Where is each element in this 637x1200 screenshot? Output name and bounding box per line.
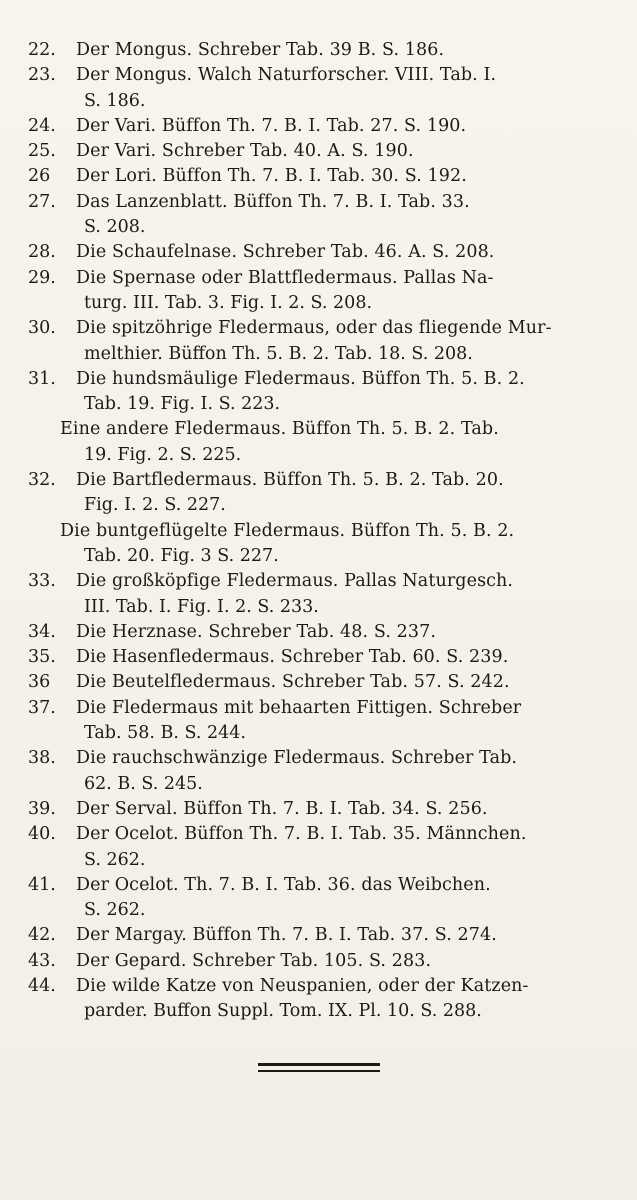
- entry-number: 37.: [28, 697, 56, 718]
- entry-text: Die Schaufelnase. Schreber Tab. 46. A. S. 208.: [76, 242, 495, 263]
- entry-text: Der Vari. Schreber Tab. 40. A. S. 190.: [76, 141, 414, 162]
- entry-number: 28.: [28, 242, 56, 263]
- list-entry: [28, 974, 608, 1025]
- list-entry: [28, 949, 608, 974]
- entry-continuation: 62. B. S. 245.: [84, 773, 203, 794]
- entry-continuation: turg. III. Tab. 3. Fig. I. 2. S. 208.: [84, 292, 373, 313]
- entry-text: Die buntgeflügelte Fledermaus. Büffon Th. 5. B. 2.: [60, 520, 515, 541]
- entry-text: Die Beutelfledermaus. Schreber Tab. 57. S. 242.: [76, 672, 510, 693]
- list-entry: [28, 746, 608, 797]
- entry-text: Die Herznase. Schreber Tab. 48. S. 237.: [76, 621, 437, 642]
- entry-number: 38.: [28, 748, 56, 769]
- entry-continuation: S. 262.: [84, 849, 146, 870]
- entry-number: 30.: [28, 318, 56, 339]
- entry-number: 25.: [28, 141, 56, 162]
- list-entry: [28, 417, 608, 468]
- entry-text: Der Vari. Büffon Th. 7. B. I. Tab. 27. S. 190.: [76, 115, 467, 136]
- entry-text: Der Lori. Büffon Th. 7. B. I. Tab. 30. S. 192.: [76, 166, 467, 187]
- list-entry: [28, 923, 608, 948]
- list-entry: [28, 797, 608, 822]
- entry-number: 29.: [28, 267, 56, 288]
- list-entry: [28, 240, 608, 265]
- entry-text: Die wilde Katze von Neuspanien, oder der Katzen-: [76, 975, 529, 996]
- entry-text: Die großköpfige Fledermaus. Pallas Naturgesch.: [76, 571, 514, 592]
- entry-text: Der Margay. Büffon Th. 7. B. I. Tab. 37. S. 274.: [76, 925, 497, 946]
- entry-text: Die Fledermaus mit behaarten Fittigen. Schreber: [76, 697, 522, 718]
- entry-number: 35.: [28, 647, 56, 668]
- entry-continuation: parder. Buffon Suppl. Tom. IX. Pl. 10. S. 288.: [84, 1001, 482, 1022]
- list-entry: [28, 38, 608, 63]
- list-entry: [28, 645, 608, 670]
- entry-number: 41.: [28, 874, 56, 895]
- entry-number: 40.: [28, 824, 56, 845]
- entry-continuation: Tab. 58. B. S. 244.: [84, 723, 246, 744]
- entry-continuation: S. 208.: [84, 217, 146, 238]
- list-entry: [28, 519, 608, 570]
- entry-continuation: III. Tab. I. Fig. I. 2. S. 233.: [84, 596, 319, 617]
- entry-number: 43.: [28, 950, 56, 971]
- end-rule: [258, 1063, 380, 1066]
- entry-text: Der Mongus. Schreber Tab. 39 B. S. 186.: [76, 40, 445, 60]
- entry-text: Die spitzöhrige Fledermaus, oder das fliegende Mur-: [76, 318, 552, 339]
- entry-number: 26: [28, 166, 51, 187]
- list-entry: [28, 164, 608, 189]
- list-entry: [28, 696, 608, 747]
- entry-continuation: 19. Fig. 2. S. 225.: [84, 444, 242, 465]
- entry-text: Eine andere Fledermaus. Büffon Th. 5. B. 2. Tab.: [60, 419, 499, 440]
- entry-number: 22.: [28, 40, 56, 60]
- list-entry: [28, 822, 608, 873]
- entry-continuation: Fig. I. 2. S. 227.: [84, 495, 226, 516]
- entry-number: 39.: [28, 798, 56, 819]
- list-entry: [28, 63, 608, 114]
- entry-number: 42.: [28, 925, 56, 946]
- list-entry: [28, 139, 608, 164]
- list-entry: [28, 316, 608, 367]
- entry-number: 31.: [28, 368, 56, 389]
- entry-continuation: Tab. 20. Fig. 3 S. 227.: [84, 545, 279, 566]
- entry-number: 44.: [28, 975, 56, 996]
- entry-number: 32.: [28, 470, 56, 491]
- entry-number: 34.: [28, 621, 56, 642]
- entry-number: 36: [28, 672, 51, 693]
- list-entry: [28, 190, 608, 241]
- entry-text: Der Mongus. Walch Naturforscher. VIII. Tab. I.: [76, 65, 497, 86]
- entry-text: Der Ocelot. Th. 7. B. I. Tab. 36. das Weibchen.: [76, 874, 491, 895]
- plate-list: [28, 38, 608, 1025]
- list-entry: [28, 873, 608, 924]
- entry-text: Die hundsmäulige Fledermaus. Büffon Th. 5. B. 2.: [76, 368, 525, 389]
- list-entry: [28, 670, 608, 695]
- entry-continuation: S. 186.: [84, 90, 146, 111]
- entry-number: 27.: [28, 191, 56, 212]
- entry-text: Der Ocelot. Büffon Th. 7. B. I. Tab. 35. Männchen.: [76, 824, 527, 845]
- entry-text: Die rauchschwänzige Fledermaus. Schreber Tab.: [76, 748, 518, 769]
- list-entry: [28, 266, 608, 317]
- entry-number: 33.: [28, 571, 56, 592]
- entry-text: Der Serval. Büffon Th. 7. B. I. Tab. 34. S. 256.: [76, 798, 488, 819]
- entry-continuation: S. 262.: [84, 900, 146, 921]
- list-entry: [28, 114, 608, 139]
- entry-number: 23.: [28, 65, 56, 86]
- entry-text: Die Spernase oder Blattfledermaus. Pallas Na-: [76, 267, 494, 288]
- entry-text: Die Hasenfledermaus. Schreber Tab. 60. S. 239.: [76, 647, 509, 668]
- entry-text: Das Lanzenblatt. Büffon Th. 7. B. I. Tab. 33.: [76, 191, 470, 212]
- entry-text: Der Gepard. Schreber Tab. 105. S. 283.: [76, 950, 432, 971]
- entry-continuation: Tab. 19. Fig. I. S. 223.: [84, 394, 281, 415]
- list-entry: [28, 468, 608, 519]
- entry-number: 24.: [28, 115, 56, 136]
- list-entry: [28, 367, 608, 418]
- list-entry: [28, 569, 608, 620]
- end-rule-thin: [258, 1070, 380, 1072]
- entry-text: Die Bartfledermaus. Büffon Th. 5. B. 2. Tab. 20.: [76, 470, 504, 491]
- entry-continuation: melthier. Büffon Th. 5. B. 2. Tab. 18. S. 208.: [84, 343, 473, 364]
- list-entry: [28, 620, 608, 645]
